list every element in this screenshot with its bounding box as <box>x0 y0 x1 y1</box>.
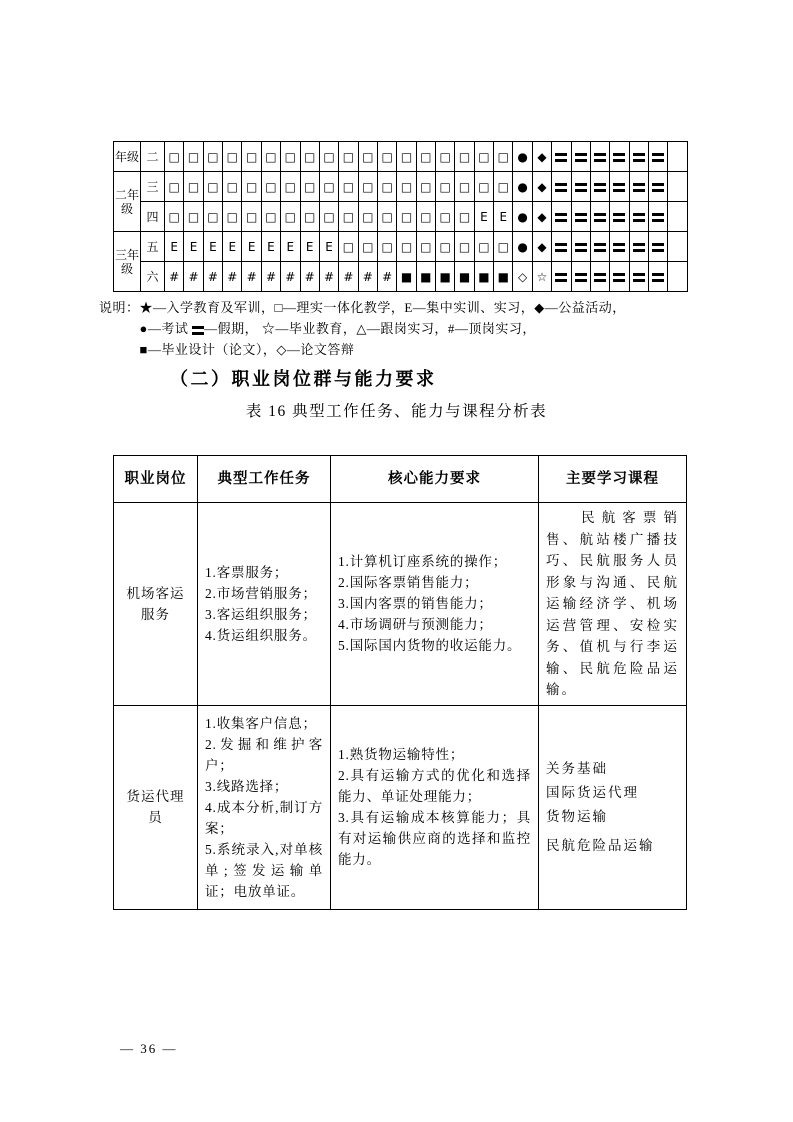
schedule-cell: # <box>184 262 203 292</box>
schedule-cell: □ <box>474 172 493 202</box>
schedule-cell: # <box>358 262 377 292</box>
vacation-bars-icon <box>594 153 606 162</box>
schedule-cell: □ <box>377 142 396 172</box>
schedule-cell: # <box>319 262 338 292</box>
schedule-cell: ◆ <box>532 232 551 262</box>
schedule-cell: □ <box>203 202 222 232</box>
schedule-cell: # <box>377 262 396 292</box>
task-item: 2.市场营销服务； <box>205 585 317 601</box>
schedule-cell: □ <box>474 142 493 172</box>
schedule-cell <box>668 202 688 232</box>
schedule-cell: □ <box>203 142 222 172</box>
schedule-cell: □ <box>358 202 377 232</box>
schedule-cell: ■ <box>416 262 435 292</box>
schedule-cell: □ <box>416 202 435 232</box>
legend-lines <box>140 297 679 360</box>
schedule-cell <box>668 172 688 202</box>
analysis-column-header: 主要学习课程 <box>539 456 687 503</box>
schedule-cell: E <box>300 232 319 262</box>
vacation-bars-icon <box>555 243 567 252</box>
schedule-cell: # <box>165 262 184 292</box>
schedule-table <box>113 141 688 292</box>
schedule-cell: □ <box>319 202 338 232</box>
typical-tasks-cell <box>198 705 331 909</box>
schedule-cell: □ <box>223 172 242 202</box>
schedule-cell: # <box>300 262 319 292</box>
courses-paragraph: 民航客票销售、航站楼广播技巧、民航服务人员形象与沟通、民航运输经济学、机场运营管理、安检实务、值机与行李运输、民航危险品运输。 <box>546 510 679 697</box>
schedule-cell: □ <box>377 202 396 232</box>
schedule-cell: □ <box>474 232 493 262</box>
schedule-cell: ■ <box>494 262 513 292</box>
schedule-cell: □ <box>339 232 358 262</box>
schedule-cell: □ <box>358 142 377 172</box>
task-item: 4.成本分析,制订方案； <box>205 799 323 836</box>
vacation-bars-icon <box>613 213 625 222</box>
schedule-cell: # <box>339 262 358 292</box>
schedule-cell: □ <box>358 172 377 202</box>
vacation-bars-icon <box>555 153 567 162</box>
schedule-cell: □ <box>494 142 513 172</box>
vacation-bars-icon <box>613 153 625 162</box>
schedule-cell: ■ <box>436 262 455 292</box>
schedule-cell: □ <box>261 142 280 172</box>
page-number: — 36 — <box>120 1041 178 1056</box>
schedule-cell <box>610 202 629 232</box>
schedule-cell: □ <box>339 142 358 172</box>
task-item: 3.线路选择； <box>205 778 289 794</box>
schedule-cell: # <box>242 262 261 292</box>
grade-group-label: 年级 <box>114 142 141 172</box>
schedule-cell: □ <box>494 172 513 202</box>
schedule-cell <box>668 232 688 262</box>
vacation-bars-icon <box>555 213 567 222</box>
schedule-cell <box>629 142 648 172</box>
schedule-row <box>114 142 688 172</box>
ability-item: 2.具有运输方式的优化和选择能力、单证处理能力； <box>338 768 531 804</box>
schedule-cell: E <box>203 232 222 262</box>
analysis-table-head <box>114 456 687 503</box>
schedule-cell: E <box>165 232 184 262</box>
schedule-cell: □ <box>455 172 474 202</box>
legend-label: 说明： <box>99 300 140 315</box>
ability-item: 4.市场调研与预测能力； <box>338 617 493 633</box>
vacation-bars-icon <box>633 243 645 252</box>
ability-item: 5.国际国内货物的收运能力。 <box>338 638 522 654</box>
schedule-cell: □ <box>436 202 455 232</box>
task-item: 4.货运组织服务。 <box>205 627 317 643</box>
schedule-cell <box>629 232 648 262</box>
course-line: 关务基础 <box>546 760 608 776</box>
schedule-cell <box>552 142 571 172</box>
schedule-table-body <box>114 142 688 292</box>
schedule-cell: □ <box>397 232 416 262</box>
schedule-cell <box>629 262 648 292</box>
legend-line: ★—入学教育及军训，□—理实一体化教学，E—集中实训、实习，◆—公益活动， <box>139 300 626 315</box>
task-item: 3.客运组织服务； <box>205 606 317 622</box>
schedule-cell: ◆ <box>532 142 551 172</box>
schedule-cell: □ <box>397 202 416 232</box>
schedule-cell: □ <box>184 142 203 172</box>
schedule-cell <box>552 202 571 232</box>
schedule-cell <box>629 202 648 232</box>
schedule-cell: □ <box>223 142 242 172</box>
semester-label: 三 <box>141 172 165 202</box>
schedule-cell <box>552 262 571 292</box>
course-line: 货物运输 <box>546 808 608 824</box>
schedule-cell: ● <box>513 232 532 262</box>
main-courses-cell <box>539 503 687 706</box>
task-item: 1.收集客户信息； <box>205 715 317 731</box>
schedule-cell: E <box>242 232 261 262</box>
schedule-cell: □ <box>261 172 280 202</box>
vacation-bars-icon <box>575 153 587 162</box>
vacation-bars-icon <box>633 213 645 222</box>
schedule-cell: □ <box>281 142 300 172</box>
vacation-bars-icon <box>633 183 645 192</box>
schedule-cell <box>629 172 648 202</box>
schedule-row <box>114 172 688 202</box>
schedule-cell: □ <box>223 202 242 232</box>
schedule-cell: E <box>184 232 203 262</box>
ability-item: 2.国际客票销售能力； <box>338 575 479 591</box>
schedule-cell <box>648 232 667 262</box>
schedule-cell <box>590 202 609 232</box>
vacation-bars-icon <box>652 273 664 282</box>
analysis-header-row <box>114 456 687 503</box>
schedule-cell: # <box>223 262 242 292</box>
schedule-row <box>114 232 688 262</box>
schedule-cell: □ <box>184 202 203 232</box>
schedule-cell: E <box>494 202 513 232</box>
schedule-cell: E <box>319 232 338 262</box>
course-line: 国际货运代理 <box>546 784 639 800</box>
vacation-bars-icon <box>594 213 606 222</box>
ability-item: 3.具有运输成本核算能力；具有对运输供应商的选择和监控能力。 <box>338 810 531 867</box>
schedule-cell: E <box>474 202 493 232</box>
schedule-cell: ◆ <box>532 172 551 202</box>
schedule-cell <box>590 172 609 202</box>
vacation-bars-icon <box>555 183 567 192</box>
ability-item: 1.计算机订座系统的操作； <box>338 554 508 570</box>
vacation-bars-icon <box>633 153 645 162</box>
schedule-cell: □ <box>300 142 319 172</box>
vacation-bars-icon <box>192 326 204 335</box>
analysis-table-body <box>114 503 687 910</box>
schedule-cell: ■ <box>474 262 493 292</box>
schedule-cell: □ <box>397 142 416 172</box>
schedule-cell <box>590 142 609 172</box>
schedule-cell: □ <box>339 172 358 202</box>
schedule-cell <box>648 142 667 172</box>
semester-label: 五 <box>141 232 165 262</box>
table-caption: 表 16 典型工作任务、能力与课程分析表 <box>245 403 548 420</box>
analysis-table <box>113 455 687 910</box>
schedule-cell <box>590 262 609 292</box>
vacation-bars-icon <box>652 213 664 222</box>
schedule-cell <box>571 172 590 202</box>
main-courses-cell <box>539 705 687 909</box>
schedule-cell: ● <box>513 142 532 172</box>
schedule-cell: □ <box>494 232 513 262</box>
schedule-cell: □ <box>242 172 261 202</box>
schedule-cell: □ <box>455 232 474 262</box>
job-position-cell: 货运代理员 <box>114 705 198 909</box>
vacation-bars-icon <box>652 183 664 192</box>
schedule-cell <box>648 202 667 232</box>
schedule-cell: □ <box>242 202 261 232</box>
schedule-cell: □ <box>242 142 261 172</box>
schedule-cell: □ <box>300 172 319 202</box>
schedule-cell: # <box>203 262 222 292</box>
legend-line: ■—毕业设计（论文），◇—论文答辩 <box>139 342 355 357</box>
schedule-cell: □ <box>319 142 338 172</box>
vacation-bars-icon <box>652 153 664 162</box>
grade-group-label: 二年级 <box>114 172 141 232</box>
vacation-bars-icon <box>613 273 625 282</box>
schedule-cell <box>668 142 688 172</box>
vacation-bars-icon <box>613 183 625 192</box>
schedule-cell <box>668 262 688 292</box>
schedule-cell: □ <box>455 202 474 232</box>
analysis-column-header: 典型工作任务 <box>198 456 331 503</box>
task-item: 5.系统录入,对单核单;签发运输单证；电放单证。 <box>205 841 323 899</box>
schedule-cell: ● <box>513 172 532 202</box>
schedule-cell: □ <box>184 172 203 202</box>
schedule-cell <box>610 232 629 262</box>
section-heading: （二）职业岗位群与能力要求 <box>170 369 437 389</box>
schedule-cell: □ <box>358 232 377 262</box>
schedule-cell: □ <box>397 172 416 202</box>
schedule-cell <box>571 142 590 172</box>
schedule-cell: ■ <box>397 262 416 292</box>
schedule-cell: □ <box>377 232 396 262</box>
task-item: 1.客票服务； <box>205 564 289 580</box>
schedule-cell: □ <box>436 142 455 172</box>
schedule-cell: □ <box>261 202 280 232</box>
schedule-cell: E <box>281 232 300 262</box>
vacation-bars-icon <box>613 243 625 252</box>
analysis-column-header: 核心能力要求 <box>331 456 539 503</box>
core-abilities-cell <box>331 705 539 909</box>
vacation-bars-icon <box>633 273 645 282</box>
legend-line: ●—考试 —假期， ☆—毕业教育，△—跟岗实习，#—顶岗实习， <box>139 321 536 336</box>
schedule-cell: □ <box>377 172 396 202</box>
schedule-cell: ■ <box>455 262 474 292</box>
analysis-column-header: 职业岗位 <box>114 456 198 503</box>
schedule-grid-section <box>113 141 688 292</box>
vacation-bars-icon <box>594 243 606 252</box>
semester-label: 四 <box>141 202 165 232</box>
schedule-cell: □ <box>203 172 222 202</box>
schedule-cell <box>610 172 629 202</box>
schedule-cell: □ <box>281 202 300 232</box>
schedule-cell <box>590 232 609 262</box>
schedule-cell: # <box>281 262 300 292</box>
analysis-table-section <box>113 455 687 910</box>
schedule-cell: E <box>223 232 242 262</box>
schedule-cell <box>571 202 590 232</box>
schedule-cell: □ <box>455 142 474 172</box>
schedule-cell: ☆ <box>532 262 551 292</box>
vacation-bars-icon <box>575 273 587 282</box>
schedule-cell <box>552 232 571 262</box>
schedule-cell <box>552 172 571 202</box>
schedule-row <box>114 262 688 292</box>
ability-item: 3.国内客票的销售能力； <box>338 596 493 612</box>
vacation-bars-icon <box>594 273 606 282</box>
schedule-cell: □ <box>416 142 435 172</box>
semester-label: 二 <box>141 142 165 172</box>
vacation-bars-icon <box>555 273 567 282</box>
vacation-bars-icon <box>575 213 587 222</box>
schedule-cell: □ <box>165 142 184 172</box>
schedule-cell: □ <box>165 172 184 202</box>
schedule-cell: □ <box>416 232 435 262</box>
vacation-bars-icon <box>652 243 664 252</box>
grade-group-label: 三年级 <box>114 232 141 292</box>
task-item: 2.发掘和维护客户； <box>205 736 323 773</box>
schedule-cell: □ <box>165 202 184 232</box>
schedule-cell: □ <box>300 202 319 232</box>
schedule-cell: □ <box>436 172 455 202</box>
core-abilities-cell <box>331 503 539 706</box>
job-position-cell: 机场客运服务 <box>114 503 198 706</box>
legend <box>99 297 679 360</box>
schedule-row <box>114 202 688 232</box>
schedule-cell: E <box>261 232 280 262</box>
schedule-cell <box>571 232 590 262</box>
vacation-bars-icon <box>575 183 587 192</box>
schedule-cell: □ <box>416 172 435 202</box>
schedule-cell: ◇ <box>513 262 532 292</box>
schedule-cell <box>610 262 629 292</box>
schedule-cell: □ <box>339 202 358 232</box>
schedule-cell: □ <box>281 172 300 202</box>
schedule-cell: □ <box>436 232 455 262</box>
vacation-bars-icon <box>575 243 587 252</box>
ability-item: 1.熟货物运输特性； <box>338 747 465 762</box>
schedule-cell <box>571 262 590 292</box>
schedule-cell: □ <box>319 172 338 202</box>
schedule-cell: # <box>261 262 280 292</box>
typical-tasks-cell <box>198 503 331 706</box>
vacation-bars-icon <box>594 183 606 192</box>
schedule-cell: ● <box>513 202 532 232</box>
schedule-cell <box>648 172 667 202</box>
course-line: 民航危险品运输 <box>546 837 655 853</box>
analysis-row <box>114 705 687 909</box>
schedule-cell <box>648 262 667 292</box>
schedule-cell <box>610 142 629 172</box>
schedule-cell: ◆ <box>532 202 551 232</box>
semester-label: 六 <box>141 262 165 292</box>
analysis-row <box>114 503 687 706</box>
